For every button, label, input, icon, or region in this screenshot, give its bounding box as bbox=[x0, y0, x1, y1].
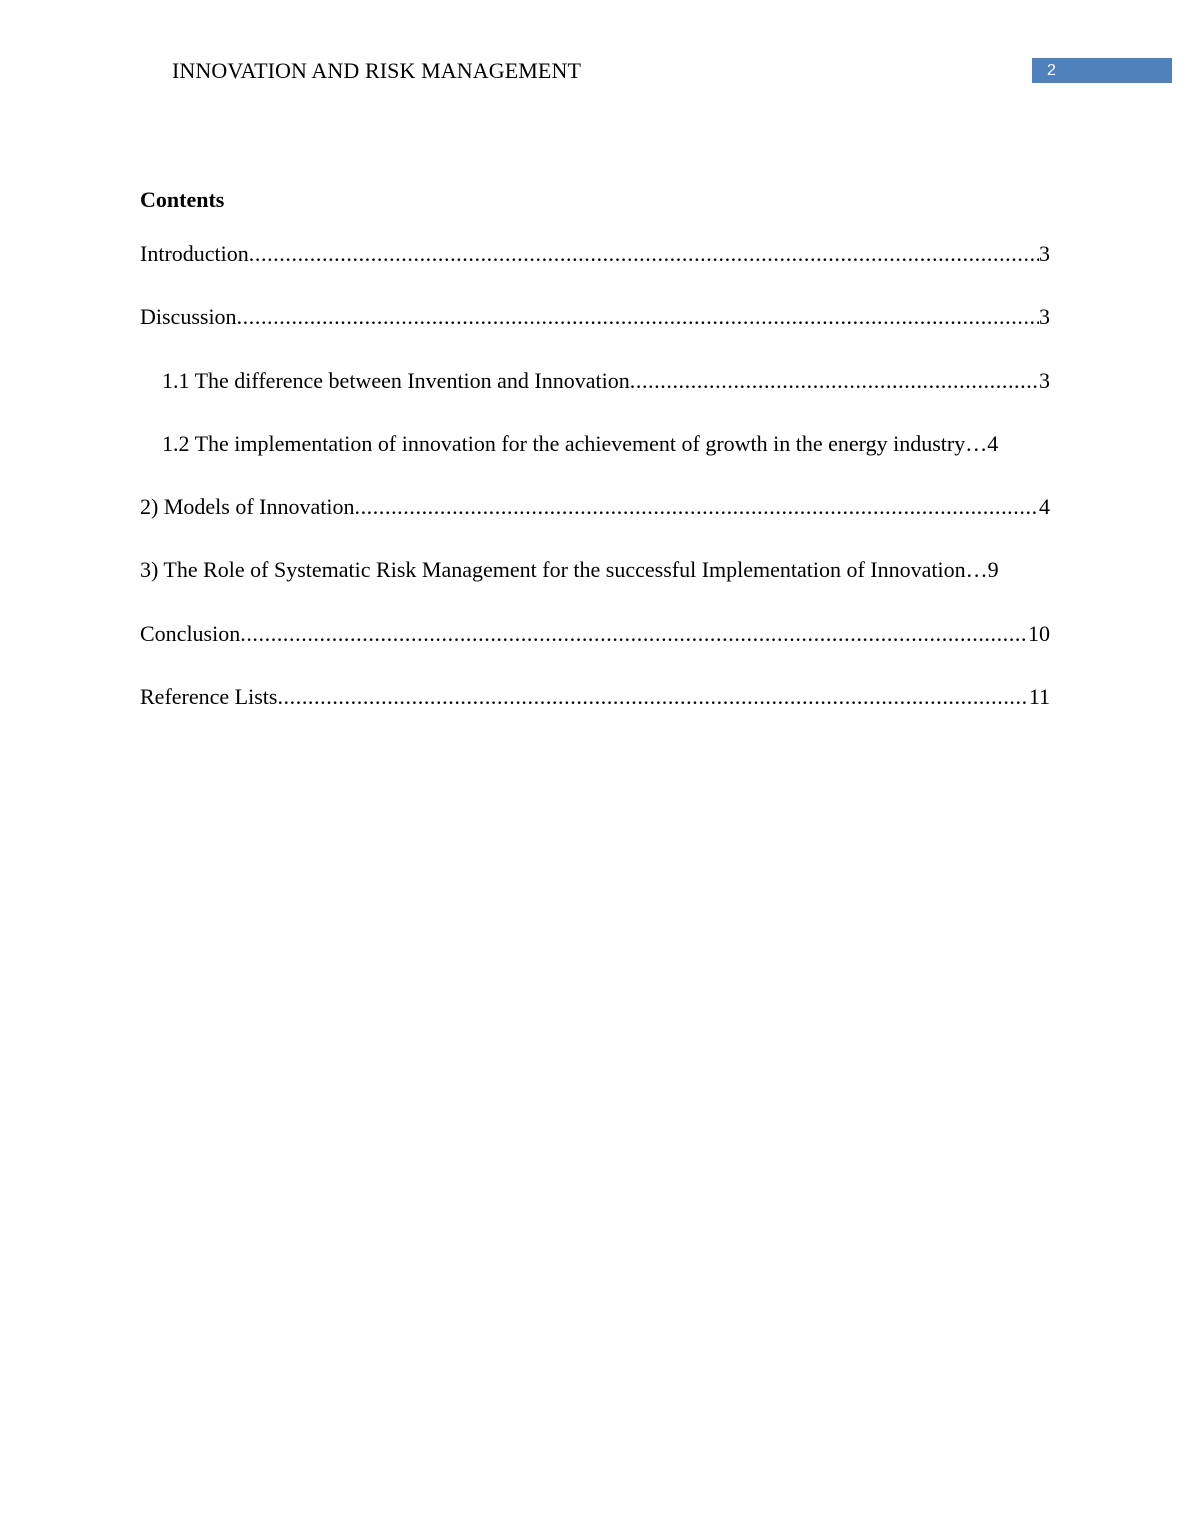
toc-dot-leader bbox=[237, 303, 1039, 331]
toc-entry-page: 3 bbox=[1039, 241, 1050, 266]
toc-entry-label: Discussion bbox=[140, 304, 237, 330]
toc-entry-discussion[interactable] bbox=[140, 303, 1050, 366]
page-number-badge: 2 bbox=[1032, 58, 1172, 83]
toc-dot-leader bbox=[240, 620, 1028, 648]
toc-entry-models-of-innovation[interactable] bbox=[140, 493, 1050, 556]
toc-entry-page: 4 bbox=[987, 430, 999, 456]
toc-dot-leader bbox=[277, 683, 1028, 711]
toc-dot-leader bbox=[354, 493, 1039, 521]
toc-entry-page: 11 bbox=[1028, 684, 1050, 710]
toc-entry-invention-vs-innovation[interactable] bbox=[140, 367, 1050, 430]
toc-entry-label: 1.1 The difference between Invention and Innovation bbox=[162, 367, 630, 393]
toc-entry-label: 1.2 The implementation of innovation for the achievement of growth in the energy industry bbox=[162, 430, 966, 456]
toc-entry-reference-lists[interactable] bbox=[140, 683, 1050, 746]
toc-entry-innovation-energy-industry[interactable] bbox=[140, 430, 1050, 493]
toc-entry-label: Reference Lists bbox=[140, 684, 278, 710]
toc-heading: Contents bbox=[140, 187, 225, 212]
toc-entry-page: 3 bbox=[1039, 304, 1050, 330]
toc-entry-systematic-risk-management[interactable] bbox=[140, 556, 1050, 619]
toc-entry-page: 3 bbox=[1039, 367, 1050, 393]
toc-entry-page: 9 bbox=[987, 557, 999, 583]
toc-dot-leader bbox=[966, 556, 988, 584]
toc-dot-leader bbox=[630, 367, 1039, 395]
toc-dot-leader bbox=[249, 240, 1039, 268]
table-of-contents bbox=[140, 240, 1050, 746]
toc-entry-conclusion[interactable] bbox=[140, 620, 1050, 683]
toc-entry-page: 10 bbox=[1028, 620, 1050, 646]
toc-entry-page: 4 bbox=[1039, 494, 1050, 520]
running-header-title: INNOVATION AND RISK MANAGEMENT bbox=[172, 58, 581, 83]
toc-entry-label: 3) The Role of Systematic Risk Management for the successful Implementation of Innovation bbox=[140, 557, 966, 583]
toc-entry-label: Conclusion bbox=[140, 620, 241, 646]
toc-entry-label: Introduction bbox=[140, 241, 249, 266]
toc-entry-introduction[interactable] bbox=[140, 240, 1050, 303]
toc-entry-label: 2) Models of Innovation bbox=[140, 494, 355, 520]
toc-dot-leader bbox=[965, 430, 987, 458]
